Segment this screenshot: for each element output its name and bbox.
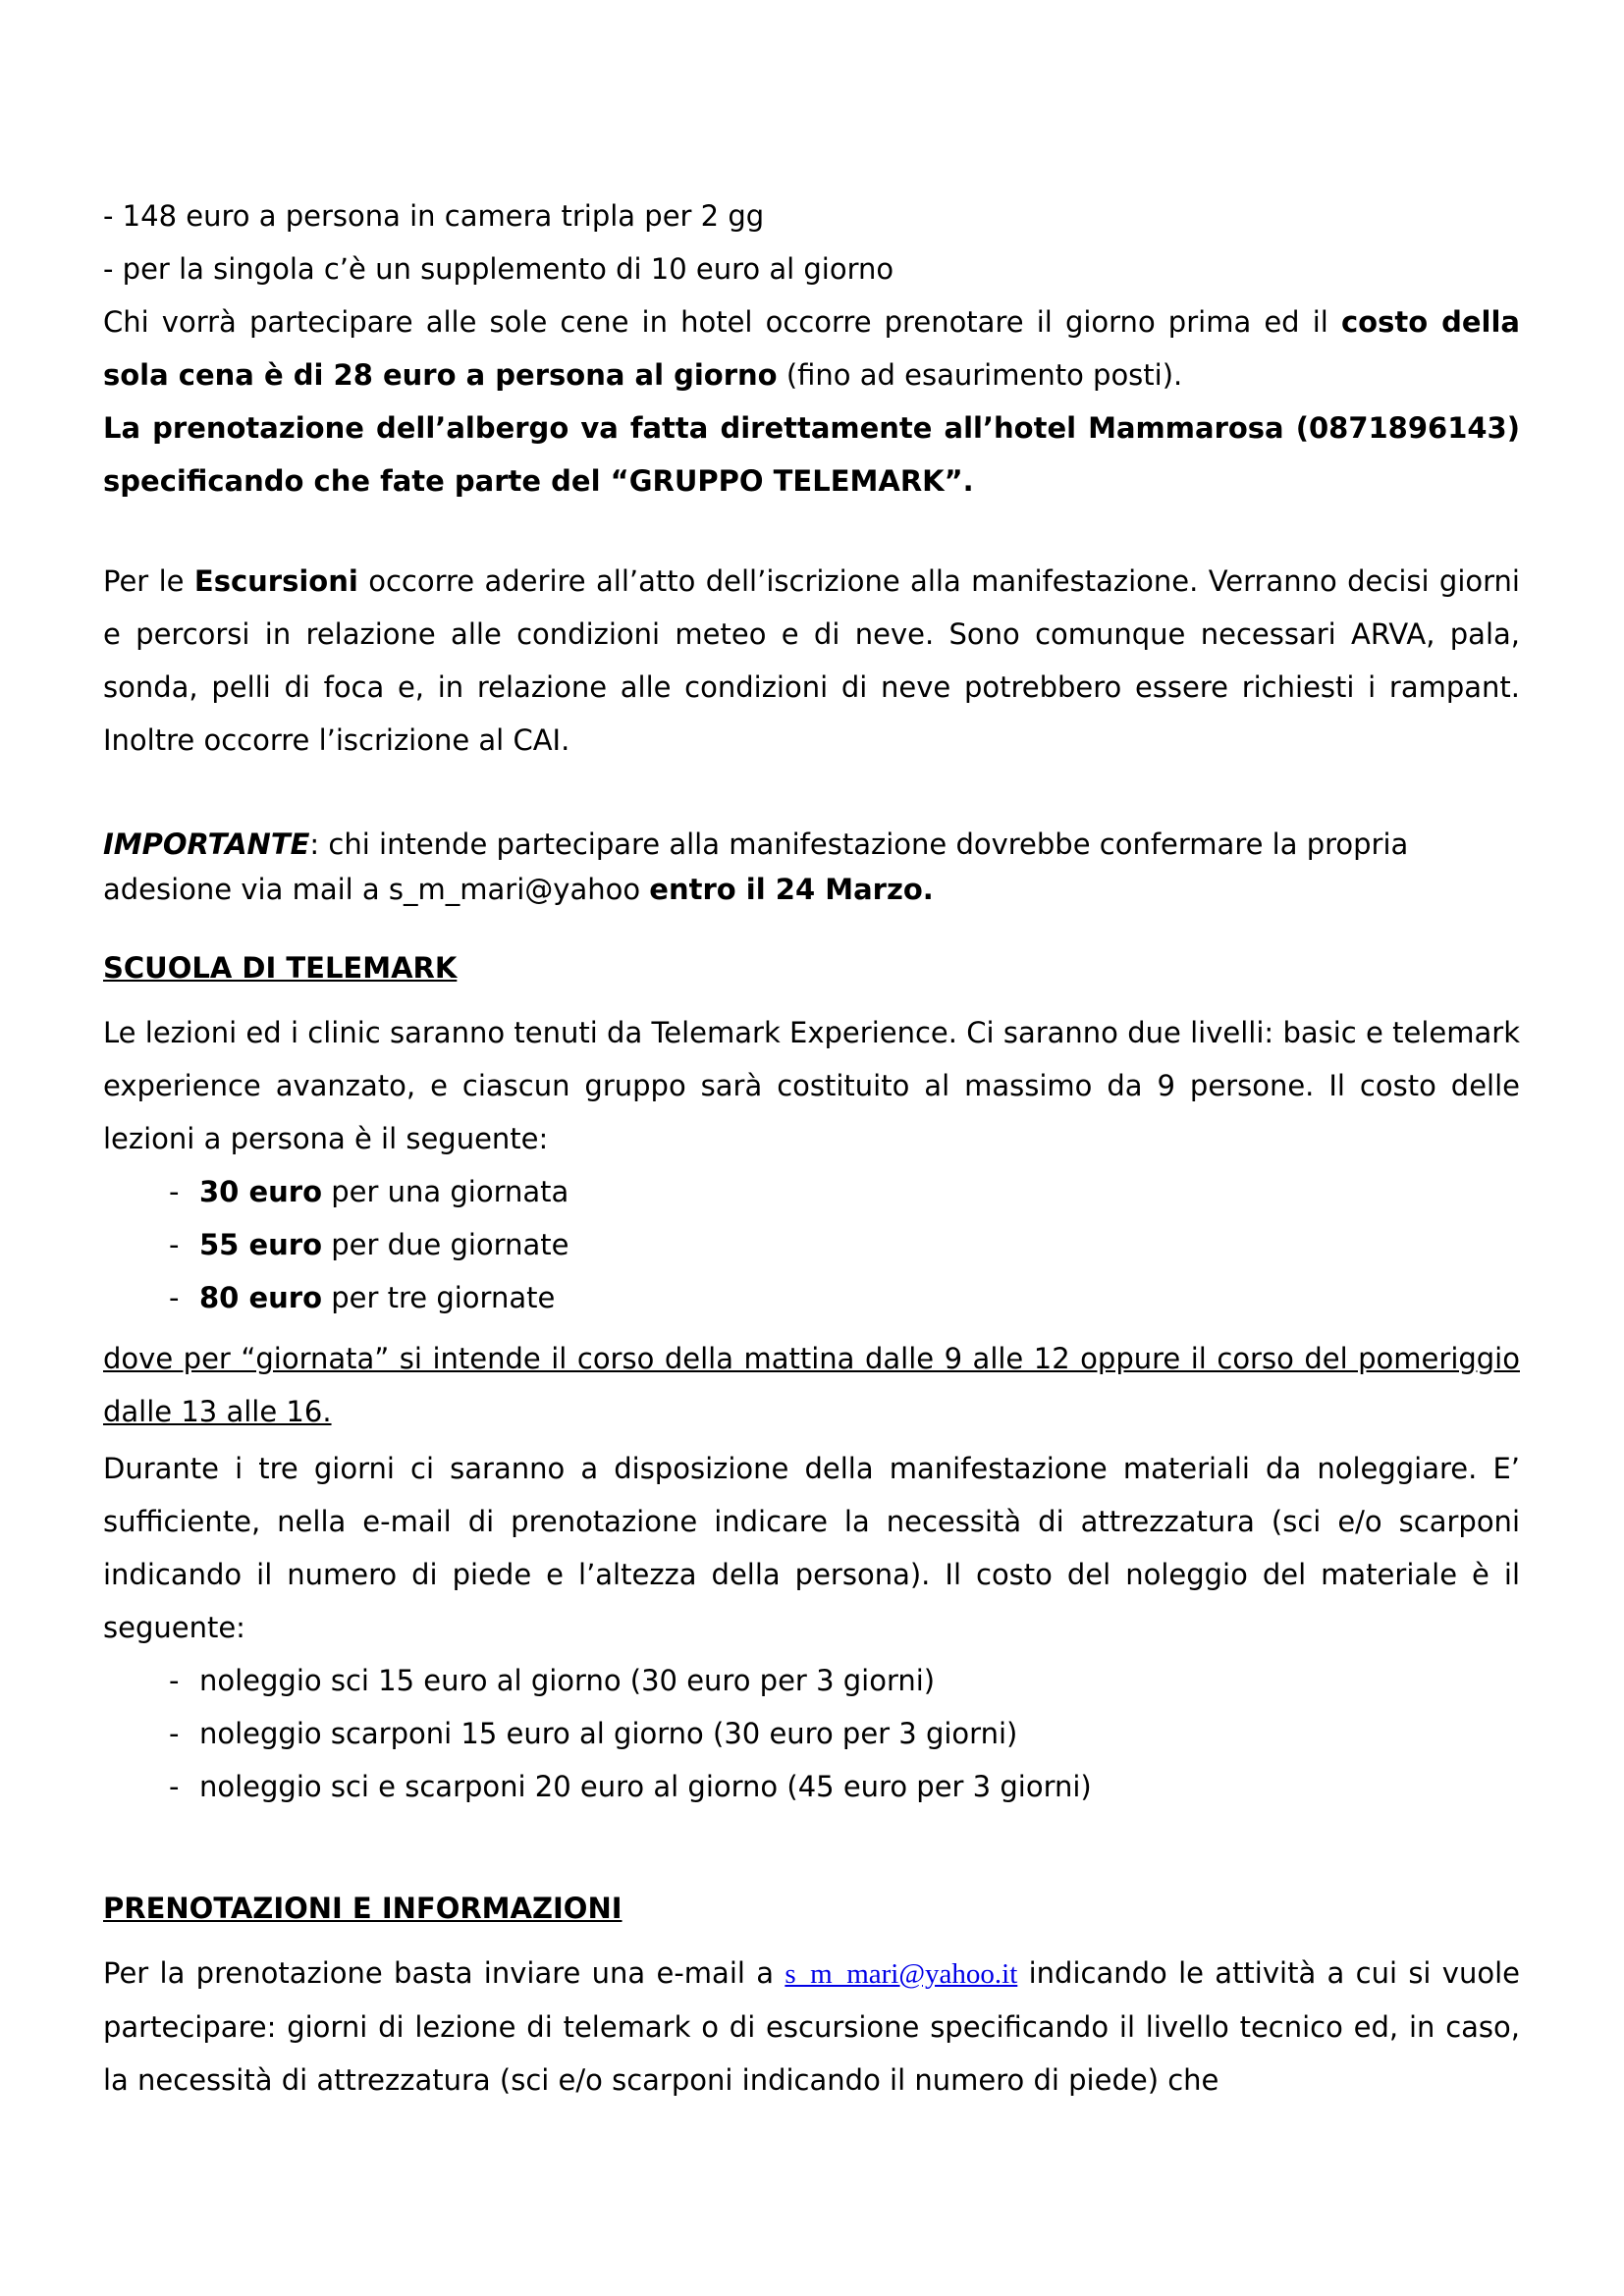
text-run: adesione via mail a s_m_mari@yahoo xyxy=(103,873,650,906)
line-price-tripla xyxy=(103,189,1520,242)
text-run: noleggio scarponi 15 euro al giorno (30 euro per 3 giorni) xyxy=(199,1717,1018,1750)
list-dash-marker: - xyxy=(169,1175,180,1208)
text-run: - per la singola c’è un supplemento di 10 euro al giorno xyxy=(103,252,894,286)
text-run: Chi vorrà partecipare alle sole cene in hotel occorre prenotare il giorno prima ed il xyxy=(103,305,1341,339)
text-run: Escursioni xyxy=(193,564,358,598)
text-run: 30 euro xyxy=(199,1175,322,1208)
paragraph-prenotazione-email xyxy=(103,1947,1520,2107)
paragraph-prenotazione-albergo xyxy=(103,401,1520,507)
list-dash-marker: - xyxy=(169,1770,180,1803)
text-run: indicando le attività a cui si vuole partecipare: giorni di lezione di telemark o di escursione specificando il livello tecnico ed, in caso, la necessità di attrezzatura (sci e/o scarponi indicando il numero di piede) che xyxy=(103,1956,1520,2097)
text-run: Durante i tre giorni ci saranno a disposizione della manifestazione materiali da noleggiare. E’ sufficiente, nella e-mail di prenotazione indicare la necessità di attrezzatura (sci e/o scarponi indicando il numero di piede e l’altezza della persona). Il costo del noleggio del materiale è il seguente: xyxy=(103,1452,1520,1644)
text-run: entro il 24 Marzo. xyxy=(649,873,934,906)
paragraph-noleggio xyxy=(103,1442,1520,1654)
list-item-noleggio-3 xyxy=(103,1760,1520,1813)
line-supplemento-singola xyxy=(103,242,1520,295)
text-run: 55 euro xyxy=(199,1228,322,1261)
text-run: Per le xyxy=(103,564,194,598)
text-run: IMPORTANTE xyxy=(103,828,310,861)
text-run: noleggio sci 15 euro al giorno (30 euro per 3 giorni) xyxy=(199,1664,936,1697)
text-run: noleggio sci e scarponi 20 euro al giorno (45 euro per 3 giorni) xyxy=(199,1770,1092,1803)
heading-prenotazioni-informazioni xyxy=(103,1882,1520,1935)
list-item-costo-3 xyxy=(103,1271,1520,1324)
paragraph-importante xyxy=(103,822,1520,912)
list-item-noleggio-1 xyxy=(103,1654,1520,1707)
text-run: Le lezioni ed i clinic saranno tenuti da Telemark Experience. Ci saranno due livelli: basic e telemark experience avanzato, e ciascun gruppo sarà costituito al massimo da 9 persone. Il costo delle lezioni a persona è il seguente: xyxy=(103,1016,1520,1155)
paragraph-cene-hotel xyxy=(103,295,1520,401)
paragraph-escursioni xyxy=(103,555,1520,767)
list-dash-marker: - xyxy=(169,1281,180,1314)
text-run: costo della sola cena è di 28 euro a persona al giorno xyxy=(103,305,1520,392)
text-run: dove per “giornata” si intende il corso della mattina dalle 9 alle 12 oppure il corso del pomeriggio dalle 13 alle 16. xyxy=(103,1342,1520,1428)
text-run: PRENOTAZIONI E INFORMAZIONI xyxy=(103,1892,623,1925)
text-run: : chi intende partecipare alla manifestazione dovrebbe confermare la propria xyxy=(309,828,1409,861)
text-run: per una giornata xyxy=(322,1175,569,1208)
text-run: La prenotazione dell’albergo va fatta direttamente all’hotel Mammarosa (0871896143) specificando che fate parte del “GRUPPO TELEMARK”. xyxy=(103,411,1520,498)
paragraph-giornata-definizione xyxy=(103,1332,1520,1438)
text-run: SCUOLA DI TELEMARK xyxy=(103,951,458,985)
list-item-costo-1 xyxy=(103,1165,1520,1218)
list-dash-marker: - xyxy=(169,1664,180,1697)
heading-scuola-di-telemark xyxy=(103,941,1520,994)
list-item-costo-2 xyxy=(103,1218,1520,1271)
text-run: (fino ad esaurimento posti). xyxy=(777,358,1183,392)
text-run: Per la prenotazione basta inviare una e-mail a xyxy=(103,1956,785,1990)
text-run: per tre giornate xyxy=(322,1281,556,1314)
text-run: 80 euro xyxy=(199,1281,322,1314)
list-dash-marker: - xyxy=(169,1228,180,1261)
email-link[interactable]: s_m_mari@yahoo.it xyxy=(785,1958,1018,1990)
text-run: per due giornate xyxy=(322,1228,569,1261)
list-item-noleggio-2 xyxy=(103,1707,1520,1760)
document-body xyxy=(103,189,1520,2107)
list-dash-marker: - xyxy=(169,1717,180,1750)
text-run: occorre aderire all’atto dell’iscrizione alla manifestazione. Verranno decisi giorni e percorsi in relazione alle condizioni meteo e di neve. Sono comunque necessari ARVA, pala, sonda, pelli di foca e, in relazione alle condizioni di neve potrebbero essere richiesti i rampant. Inoltre occorre l’iscrizione al CAI. xyxy=(103,564,1520,757)
paragraph-lezioni xyxy=(103,1006,1520,1165)
text-run: - 148 euro a persona in camera tripla per 2 gg xyxy=(103,199,765,233)
